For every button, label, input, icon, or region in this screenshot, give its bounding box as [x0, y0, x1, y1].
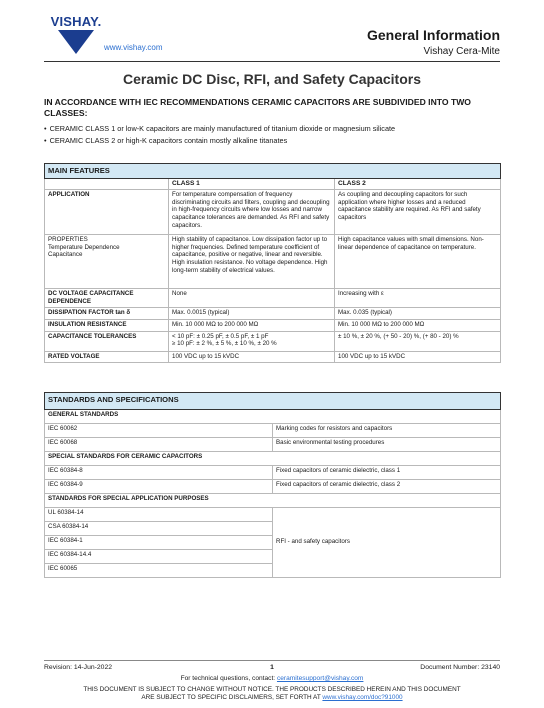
standard-code: IEC 60384-8: [45, 466, 273, 480]
footer-disclaimer: THIS DOCUMENT IS SUBJECT TO CHANGE WITHOUT NOTICE. THE PRODUCTS DESCRIBED HEREIN AND THIS DOCUMENT: [83, 686, 461, 693]
standard-code: CSA 60384-14: [45, 522, 273, 536]
row-label: APPLICATION: [45, 190, 169, 235]
table-cell: ± 10 %, ± 20 %, (+ 50 - 20) %, (+ 80 - 20) %: [335, 331, 501, 351]
bullet-item: • CERAMIC CLASS 1 or low-K capacitors are mainly manufactured of titanium dioxide or magnesium silicate: [44, 123, 514, 135]
footer-document-number: Document Number: 23140: [420, 664, 500, 671]
header-divider: [44, 61, 500, 62]
table-cell: 100 VDC up to 15 kVDC: [169, 351, 335, 363]
footer-contact: [0, 675, 544, 682]
standard-description: Fixed capacitors of ceramic dielectric, class 1: [273, 466, 501, 480]
row-label: DISSIPATION FACTOR tan δ: [45, 308, 169, 320]
standards-table: [44, 392, 501, 578]
table-cell: Increasing with ε: [335, 289, 501, 308]
footer-disclaimer: [0, 694, 544, 701]
row-label: PROPERTIES: [48, 236, 88, 244]
row-label: DC VOLTAGE CAPACITANCE DEPENDENCE: [45, 289, 169, 308]
row-sublabel: Temperature Dependence: [48, 243, 120, 251]
table-cell: Max. 0.035 (typical): [335, 308, 501, 320]
table-cell: Max. 0.0015 (typical): [169, 308, 335, 320]
row-label: INSULATION RESISTANCE: [45, 319, 169, 331]
group-title: GENERAL STANDARDS: [45, 410, 501, 424]
column-header: CLASS 1: [169, 178, 335, 190]
header-title: General Information: [366, 27, 500, 43]
standard-code: IEC 60062: [45, 424, 273, 438]
table-cell: None: [169, 289, 335, 308]
column-header: CLASS 2: [335, 178, 501, 190]
group-title: STANDARDS FOR SPECIAL APPLICATION PURPOSES: [45, 494, 501, 508]
document-title: Ceramic DC Disc, RFI, and Safety Capacitors: [123, 71, 421, 87]
table-heading: MAIN FEATURES: [45, 164, 501, 179]
table-cell: As coupling and decoupling capacitors for such application where higher losses and a reduced capacitance stability are required. As RFI and safety capacitors: [335, 190, 501, 235]
header-subtitle: Vishay Cera-Mite: [423, 46, 500, 57]
main-features-table: [44, 163, 501, 363]
contact-email-link[interactable]: ceramitesupport@vishay.com: [276, 675, 364, 682]
header-url-link[interactable]: www.vishay.com: [104, 43, 163, 52]
standard-code: IEC 60384-14.4: [45, 550, 273, 564]
row-label: RATED VOLTAGE: [45, 351, 169, 363]
table-cell: Min. 10 000 MΩ to 200 000 MΩ: [169, 319, 335, 331]
standard-code: IEC 60068: [45, 438, 273, 452]
table-heading: STANDARDS AND SPECIFICATIONS: [45, 393, 501, 410]
standard-description: RFI - and safety capacitors: [273, 508, 501, 578]
intro-bullets: [44, 123, 514, 147]
table-cell: High capacitance values with small dimensions. Non-linear dependence of capacitance on temperature.: [335, 235, 501, 289]
row-label: CAPACITANCE TOLERANCES: [45, 331, 169, 351]
disclaimer-prefix: ARE SUBJECT TO SPECIFIC DISCLAIMERS, SET FORTH AT: [141, 694, 323, 701]
logo-text: VISHAY.: [50, 14, 102, 29]
standard-description: Fixed capacitors of ceramic dielectric, class 2: [273, 480, 501, 494]
standard-code: IEC 60065: [45, 564, 273, 578]
group-title: SPECIAL STANDARDS FOR CERAMIC CAPACITORS: [45, 452, 501, 466]
row-label-cell: [45, 235, 169, 289]
standard-code: IEC 60384-1: [45, 536, 273, 550]
vishay-logo: [44, 14, 108, 68]
contact-prefix: For technical questions, contact:: [180, 675, 277, 682]
disclaimer-link[interactable]: www.vishay.com/doc?91000: [322, 694, 403, 701]
table-cell: 100 VDC up to 15 kVDC: [335, 351, 501, 363]
standard-code: IEC 60384-9: [45, 480, 273, 494]
table-cell: < 10 pF: ± 0.25 pF, ± 0.5 pF, ± 1 pF ≥ 10 pF: ± 2 %, ± 5 %, ± 10 %, ± 20 %: [169, 331, 335, 351]
table-cell: For temperature compensation of frequency discriminating circuits and filters, coupling and decoupling in high-frequency circuits where low losses and narrow capacitance tolerances are demanded. As RFI and safety capacitors.: [169, 190, 335, 235]
table-cell: [45, 178, 169, 190]
bullet-item: • CERAMIC CLASS 2 or high-K capacitors contain mostly alkaline titanates: [44, 135, 514, 147]
standard-description: Marking codes for resistors and capacitors: [273, 424, 501, 438]
table-cell: Min. 10 000 MΩ to 200 000 MΩ: [335, 319, 501, 331]
row-sublabel: Capacitance: [48, 251, 83, 259]
logo-triangle-icon: [58, 30, 94, 54]
table-cell: High stability of capacitance. Low dissipation factor up to higher frequencies. Defined temperature coefficient of capacitance, positive or negative, linear and reversible. High insulation resistance. No voltage dependence. High long-term stability of electrical values.: [169, 235, 335, 289]
footer-divider: [44, 660, 500, 661]
footer-page-number: 1: [270, 664, 274, 671]
standard-code: UL 60384-14: [45, 508, 273, 522]
footer-revision: Revision: 14-Jun-2022: [44, 664, 113, 671]
standard-description: Basic environmental testing procedures: [273, 438, 501, 452]
intro-heading: IN ACCORDANCE WITH IEC RECOMMENDATIONS CERAMIC CAPACITORS ARE SUBDIVIDED INTO TWO CLASSES:: [44, 97, 471, 118]
